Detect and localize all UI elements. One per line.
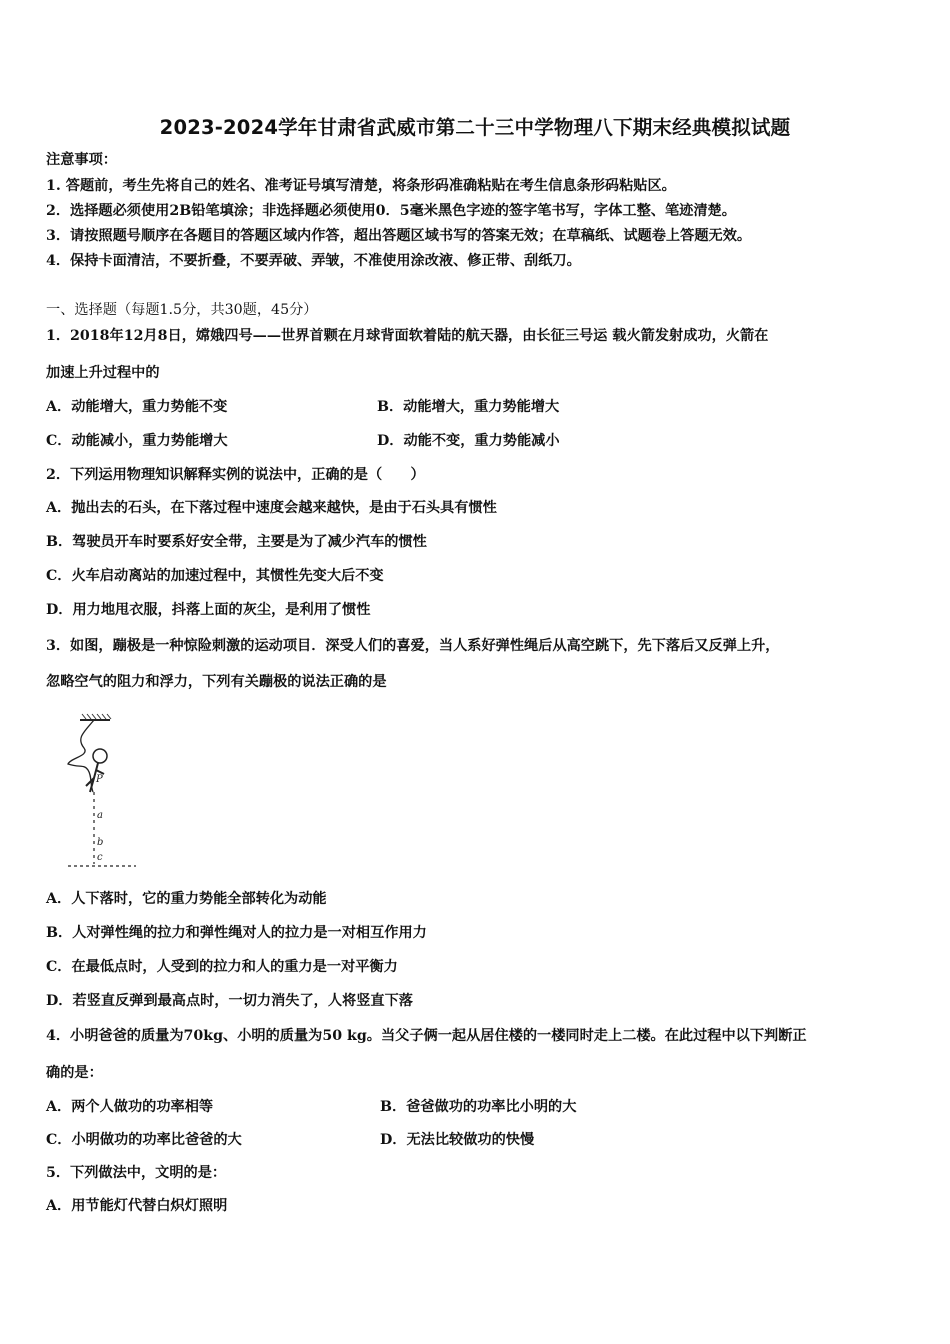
question-2-option-d: D．用力地甩衣服，抖落上面的灰尘，是利用了惯性	[46, 602, 371, 618]
question-4-option-c: C．小明做功的功率比爸爸的大	[46, 1132, 242, 1148]
question-2-option-b: B．驾驶员开车时要系好安全带，主要是为了减少汽车的惯性	[46, 534, 427, 550]
question-4-stem-line-1: 4．小明爸爸的质量为70kg、小明的质量为50 kg。当父子俩一起从居住楼的一楼同时走上二楼。在此过程中以下判断正	[46, 1028, 807, 1044]
question-4-option-a: A．两个人做功的功率相等	[46, 1099, 214, 1115]
notice-item-4: 4．保持卡面清洁，不要折叠，不要弄破、弄皱，不准使用涂改液、修正带、刮纸刀。	[46, 253, 581, 269]
figure-label-c: c	[97, 852, 103, 863]
question-1-option-a: A．动能增大，重力势能不变	[46, 399, 228, 415]
question-1-option-d: D．动能不变，重力势能减小	[377, 433, 560, 449]
question-1-stem-line-1: 1．2018年12月8日，嫦娥四号——世界首颗在月球背面软着陆的航天器，由长征三号运 载火箭发射成功，火箭在	[46, 328, 769, 344]
figure-label-b: b	[97, 837, 104, 848]
question-5-stem: 5．下列做法中，文明的是：	[46, 1165, 227, 1181]
notice-item-2: 2．选择题必须使用2B铅笔填涂；非选择题必须使用0．5毫米黑色字迹的签字笔书写，字体工整、笔迹清楚。	[46, 203, 736, 219]
figure-label-p: P	[96, 774, 103, 785]
question-2-option-a: A．抛出去的石头，在下落过程中速度会越来越快，是由于石头具有惯性	[46, 500, 497, 516]
notice-heading: 注意事项：	[46, 152, 117, 168]
question-3-option-d: D．若竖直反弹到最高点时，一切力消失了，人将竖直下落	[46, 993, 413, 1009]
page-title: 2023-2024学年甘肃省武威市第二十三中学物理八下期末经典模拟试题	[159, 116, 791, 139]
question-3-option-a: A．人下落时，它的重力势能全部转化为动能	[46, 891, 327, 907]
question-1-option-c: C．动能减小，重力势能增大	[46, 433, 228, 449]
figure-label-a: a	[97, 810, 103, 821]
question-3-stem-line-2: 忽略空气的阻力和浮力，下列有关蹦极的说法正确的是	[46, 674, 387, 690]
question-3-option-b: B．人对弹性绳的拉力和弹性绳对人的拉力是一对相互作用力	[46, 925, 427, 941]
question-2-stem: 2．下列运用物理知识解释实例的说法中，正确的是（ ）	[46, 467, 425, 483]
question-4-option-d: D．无法比较做功的快慢	[380, 1132, 535, 1148]
question-3-stem-line-1: 3．如图，蹦极是一种惊险刺激的运动项目．深受人们的喜爱，当人系好弹性绳后从高空跳下，先下落后又反弹上升，	[46, 638, 780, 654]
question-1-stem-line-2: 加速上升过程中的	[46, 365, 160, 381]
question-4-stem-line-2: 确的是：	[46, 1065, 103, 1081]
question-4-option-b: B．爸爸做功的功率比小明的大	[380, 1099, 577, 1115]
bungee-jump-figure	[66, 712, 138, 872]
question-3-option-c: C．在最低点时，人受到的拉力和人的重力是一对平衡力	[46, 959, 398, 975]
notice-item-3: 3．请按照题号顺序在各题目的答题区域内作答，超出答题区域书写的答案无效；在草稿纸、试题卷上答题无效。	[46, 228, 752, 244]
question-2-option-c: C．火车启动离站的加速过程中，其惯性先变大后不变	[46, 568, 384, 584]
notice-item-1: 1. 答题前，考生先将自己的姓名、准考证号填写清楚，将条形码准确粘贴在考生信息条形码粘贴区。	[46, 178, 676, 194]
section-heading: 一、选择题（每题1.5分，共30题，45分）	[46, 302, 318, 318]
question-5-option-a: A．用节能灯代替白炽灯照明	[46, 1198, 228, 1214]
question-1-option-b: B．动能增大，重力势能增大	[377, 399, 560, 415]
